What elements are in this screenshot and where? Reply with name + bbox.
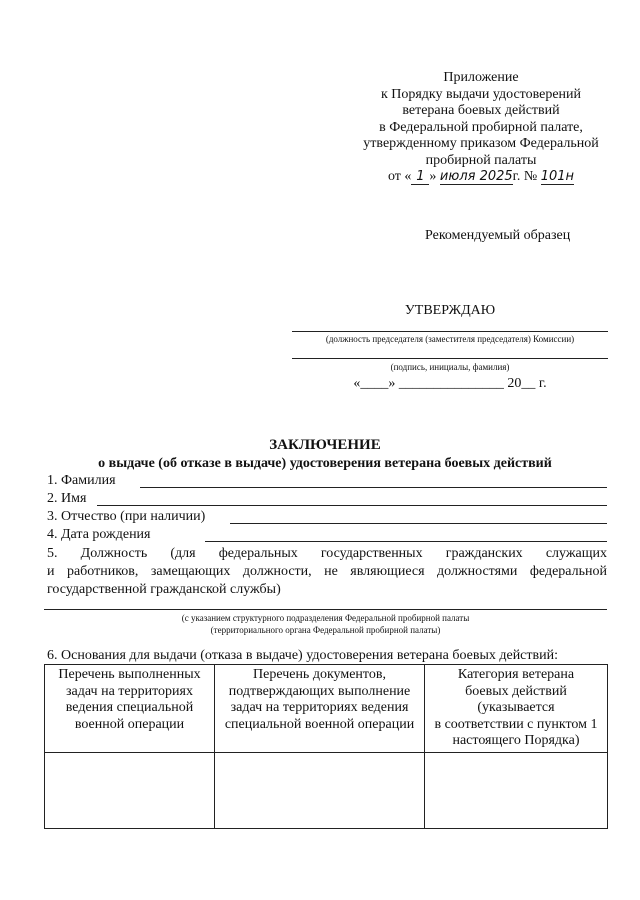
position-caption-2: (территориального органа Федеральной пробирной палаты) [210, 625, 441, 635]
appendix-line: в Федеральной пробирной палате, [379, 119, 583, 135]
appendix-line: утвержденному приказом Федеральной [363, 136, 599, 151]
appendix-line: пробирной палаты [425, 152, 537, 168]
table-cell-tasks[interactable] [45, 752, 215, 828]
table-header-row [45, 665, 608, 753]
appendix-line: Приложение [443, 70, 519, 85]
position-line-1: 5. Должность (для федеральных государственных гражданских служащих [47, 546, 607, 561]
appendix-line: к Порядку выдачи удостоверений [380, 86, 582, 102]
position-caption-1: (с указанием структурного подразделения Федеральной пробирной палаты [181, 613, 470, 623]
handwritten-month-year: июля 2025 [439, 169, 513, 184]
approve-title: УТВЕРЖДАЮ [404, 303, 496, 318]
grounds-table [44, 664, 608, 829]
position-line-3: государственной гражданской службы) [47, 582, 281, 597]
appendix-line: ветерана боевых действий [402, 103, 560, 118]
grounds-title: 6. Основания для выдачи (отказа в выдаче) удостоверения ветерана боевых действий: [47, 648, 558, 663]
appendix-date-line [340, 169, 622, 186]
sample-label: Рекомендуемый образец [425, 228, 571, 243]
approve-date-line: «____» _______________ 20__ г. [353, 376, 547, 391]
conclusion-title: ЗАКЛЮЧЕНИЕ [269, 437, 381, 453]
surname-field[interactable] [140, 487, 607, 488]
position-line-2: и работников, замещающих должности, не являющиеся должностями федеральной [47, 564, 607, 579]
signature-caption: (подпись, инициалы, фамилия) [390, 362, 510, 372]
handwritten-order-number: 101н [540, 169, 575, 184]
header-cell-tasks: Перечень выполненных задач на территориях ведения специальной военной операции [45, 665, 215, 753]
conclusion-subtitle: о выдаче (об отказе в выдаче) удостоверения ветерана боевых действий [98, 456, 552, 471]
date-prefix: от « [387, 169, 412, 184]
header-cell-category: Категория ветерана боевых действий (указывается в соответствии с пунктом 1 настоящего Порядка) [425, 665, 608, 753]
signature-line [292, 358, 608, 359]
name-field[interactable] [97, 505, 607, 506]
table-row [45, 752, 608, 828]
patronymic-label: 3. Отчество (при наличии) [47, 509, 206, 524]
date-mid: » [429, 169, 437, 184]
surname-label: 1. Фамилия [47, 473, 116, 488]
handwritten-day: 1 [411, 170, 429, 185]
appendix-block [340, 70, 622, 186]
position-line [292, 331, 608, 332]
position-caption: (должность председателя (заместителя председателя) Комиссии) [325, 334, 575, 344]
position-field[interactable] [44, 609, 607, 610]
birthdate-field[interactable] [205, 541, 607, 542]
header-cell-documents: Перечень документов, подтверждающих выполнение задач на территориях ведения специальной военной операции [215, 665, 425, 753]
patronymic-field[interactable] [230, 523, 607, 524]
birthdate-label: 4. Дата рождения [47, 527, 151, 542]
date-year-suffix: г. № [512, 169, 538, 184]
table-cell-documents[interactable] [215, 752, 425, 828]
position-paragraph [47, 545, 607, 599]
table-cell-category[interactable] [425, 752, 608, 828]
name-label: 2. Имя [47, 491, 87, 506]
